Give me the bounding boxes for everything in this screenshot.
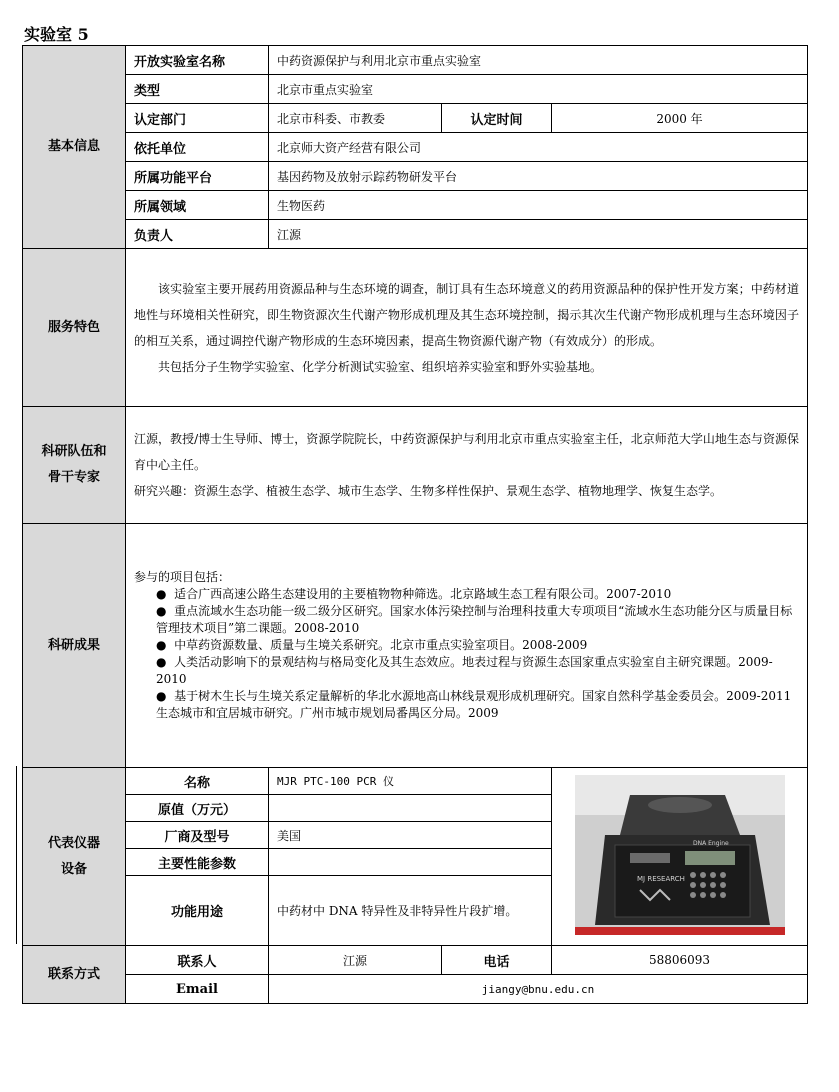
photo-model-text: DNA Engine (692, 840, 729, 847)
value-phone: 58806093 (552, 946, 808, 975)
value-instrument-use: 中药材中 DNA 特异性及非特异性片段扩增。 (269, 876, 552, 946)
bullet: ● (156, 604, 167, 618)
bullet: ● (156, 587, 167, 601)
list-item: ● 中草药资源数量、质量与生境关系研究。北京市重点实验室项目。2008-2009 (156, 638, 588, 652)
section-team (23, 407, 126, 524)
page-title: 实验室 5 (24, 25, 89, 44)
value-type: 北京市重点实验室 (269, 75, 808, 104)
bullet: ● (156, 689, 167, 703)
value-instrument-maker: 美国 (269, 822, 552, 849)
list-item: ● 重点流域水生态功能一级二级分区研究。国家水体污染控制与治理科技重大专项项目“流域水生态功能分区与质量目标管理技术项目”第二课题。2008-2010 (156, 604, 793, 635)
label-instrument-value: 原值（万元） (126, 795, 269, 822)
value-instrument-perf (269, 849, 552, 876)
value-instrument-name: MJR PTC-100 PCR 仪 (269, 768, 552, 795)
team-paragraph-1: 江源，教授/博士生导师、博士，资源学院院长，中药资源保护与利用北京市重点实验室主任，北京师范大学山地生态与资源保育中心主任。 (134, 432, 799, 472)
value-email: jiangy@bnu.edu.cn (269, 975, 808, 1004)
section-contact: 联系方式 (23, 946, 126, 1004)
section-service: 服务特色 (23, 249, 126, 407)
label-dept: 认定部门 (126, 104, 269, 133)
section-team-line1: 科研队伍和 (41, 444, 107, 459)
label-instrument-use: 功能用途 (126, 876, 269, 946)
list-item-last: 生态城市和宜居城市研究。广州市城市规划局番禺区分局。2009 (156, 706, 499, 720)
value-field: 生物医药 (269, 191, 808, 220)
label-email: Email (126, 975, 269, 1004)
value-dept: 北京市科委、市教委 (269, 104, 442, 133)
team-paragraph-2: 研究兴趣：资源生态学、植被生态学、城市生态学、生物多样性保护、景观生态学、植物地理学、恢复生态学。 (134, 484, 723, 498)
section-instrument (23, 768, 126, 946)
service-text (126, 249, 808, 407)
value-head: 江源 (269, 220, 808, 249)
label-instrument-name: 名称 (126, 768, 269, 795)
section-basic: 基本信息 (23, 46, 126, 249)
section-team-line2: 骨干专家 (47, 470, 100, 485)
value-contact-person: 江源 (269, 946, 442, 975)
list-item: ● 人类活动影响下的景观结构与格局变化及其生态效应。地表过程与资源生态国家重点实验室自主研究课题。2009-2010 (156, 655, 773, 686)
team-text (126, 407, 808, 524)
section-achievements: 科研成果 (23, 524, 126, 768)
value-instrument-value (269, 795, 552, 822)
label-field: 所属领域 (126, 191, 269, 220)
service-paragraph-2: 共包括分子生物学实验室、化学分析测试实验室、组织培养实验室和野外实验基地。 (158, 359, 603, 374)
service-paragraph-1: 该实验室主要开展药用资源品种与生态环境的调查，制订具有生态环境意义的药用资源品种的保护性开发方案；中药材道地性与环境相关性研究，即生物资源次生代谢产物形成机理及其生态环境控制，揭示其次生代谢产物形成机理与生态环境因子的相互关系，通过调控代谢产物形成的生态环境因素，提高生物资源代谢产物（有效成分）的形成。 (134, 281, 799, 348)
label-head: 负责人 (126, 220, 269, 249)
label-lab-name: 开放实验室名称 (126, 46, 269, 75)
label-instrument-maker: 厂商及型号 (126, 822, 269, 849)
value-lab-name: 中药资源保护与利用北京市重点实验室 (269, 46, 808, 75)
label-instrument-perf: 主要性能参数 (126, 849, 269, 876)
achievements-intro: 参与的项目包括： (134, 570, 231, 584)
label-contact-person: 联系人 (126, 946, 269, 975)
achievements-text (126, 524, 808, 768)
photo-brand-text: MJ RESEARCH (636, 875, 685, 883)
section-instrument-line1: 代表仪器 (47, 835, 100, 851)
bullet: ● (156, 655, 167, 669)
label-platform: 所属功能平台 (126, 162, 269, 191)
bullet: ● (156, 638, 167, 652)
list-item: ● 适合广西高速公路生态建设用的主要植物物种筛选。北京路域生态工程有限公司。2007-2010 (156, 587, 672, 601)
section-instrument-line2: 设备 (60, 861, 87, 877)
lab-info-table (22, 45, 808, 1004)
label-phone: 电话 (442, 946, 552, 975)
margin-line (16, 766, 17, 944)
pcr-machine-image (575, 775, 785, 935)
label-time: 认定时间 (442, 104, 552, 133)
value-time: 2000 年 (552, 104, 808, 133)
value-unit: 北京师大资产经营有限公司 (269, 133, 808, 162)
label-type: 类型 (126, 75, 269, 104)
label-unit: 依托单位 (126, 133, 269, 162)
value-platform: 基因药物及放射示踪药物研发平台 (269, 162, 808, 191)
instrument-photo (552, 768, 808, 946)
list-item: ● 基于树木生长与生境关系定量解析的华北水源地高山林线景观形成机理研究。国家自然科学基金委员会。2009-2011 (156, 689, 792, 703)
